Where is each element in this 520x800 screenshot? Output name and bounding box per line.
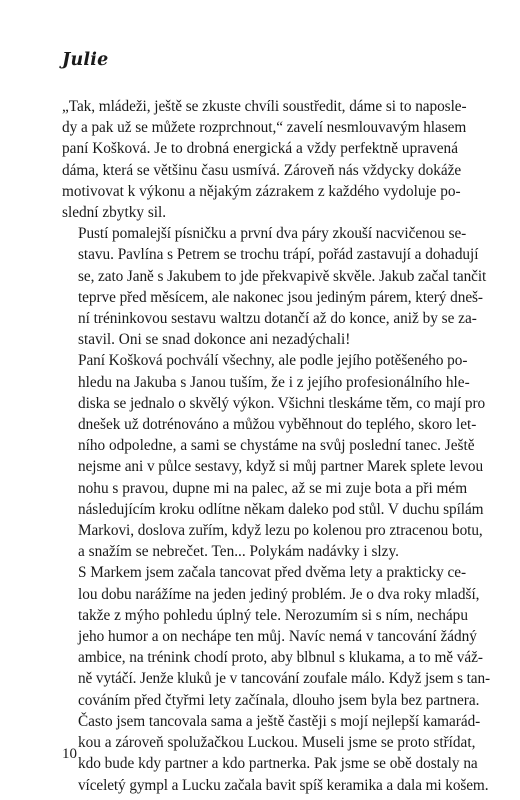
page-number: 10 — [62, 746, 77, 762]
text-line: slední zbytky sil. — [62, 204, 167, 222]
text-line: kou a zároveň spolužačkou Luckou. Museli jsme se proto střídat, — [78, 734, 476, 752]
text-line: nohu s pravou, dupne mi na palec, až se mi zuje bota a při mém — [78, 479, 468, 497]
text-line: Často jsem tancovala sama a ještě častěji s mojí nejlepší kamarád- — [78, 712, 481, 730]
text-line: S Markem jsem začala tancovat před dvěma lety a prakticky ce- — [78, 564, 466, 582]
text-line: cováním před čtyřmi lety začínala, dlouho jsem byla bez partnera. — [78, 691, 480, 709]
text-line: diska se jednalo o skvělý výkon. Všichni tleskáme těm, co mají pro — [78, 394, 486, 412]
chapter-heading: Julie — [62, 50, 109, 70]
text-line: stavil. Oni se snad dokonce ani nezadýchali! — [78, 331, 351, 349]
text-line: jeho humor a on nechápe ten můj. Navíc nemá v tancování žádný — [78, 628, 477, 646]
paragraph — [62, 562, 490, 795]
text-line: hledu na Jakuba s Janou tuším, že i z jejího profesionálního hle- — [78, 373, 470, 391]
text-line: dy a pak už se můžete rozprchnout,“ zavelí nesmlouvavým hlasem — [62, 119, 467, 137]
text-line: dáma, která se většinu času usmívá. Zároveň nás vždycky dokáže — [62, 161, 462, 179]
text-line: „Tak, mládeži, ještě se zkuste chvíli soustředit, dáme si to naposle- — [62, 98, 467, 115]
text-line: motivovat k výkonu a nějakým zázrakem z každého vydoluje po- — [62, 182, 461, 200]
text-line: ní tréninkovou sestavu waltzu dotančí až do konce, aniž by se za- — [78, 310, 477, 328]
text-line: následujícím kroku odlítne někam daleko pod stůl. V duchu spílám — [78, 500, 484, 518]
text-line: dnešek už dotrénováno a můžou vyběhnout do teplého, skoro let- — [78, 416, 477, 434]
text-line: teprve před měsícem, ale nakonec jsou jediným párem, který dneš- — [78, 288, 483, 306]
text-line: a snažím se nebrečet. Ten... Polykám nadávky i slzy. — [78, 543, 399, 561]
text-line: Markovi, doslova zuřím, když lezu po kolenou pro ztracenou botu, — [78, 522, 483, 540]
text-line: kdo bude kdy partner a kdo partnerka. Pak jsme se obě dostaly na — [78, 755, 478, 773]
paragraph — [62, 96, 467, 223]
text-line: víceletý gympl a Lucku začala bavit spíš keramika a dala mi košem. — [78, 776, 489, 794]
body-text — [62, 96, 490, 796]
text-line: nejsme ani v půlce sestavy, když si můj partner Marek splete levou — [78, 458, 484, 476]
text-line: Paní Košková pochválí všechny, ale podle jejího potěšeného po- — [78, 352, 468, 370]
paragraph — [62, 350, 486, 562]
text-line: Pustí pomalejší písničku a první dva páry zkouší nacvičenou se- — [78, 225, 467, 243]
text-line: ního odpoledne, a sami se chystáme na svůj poslední tanec. Ještě — [78, 437, 475, 455]
text-line: lou dobu narážíme na jeden jediný problém. Je o dva roky mladší, — [78, 585, 480, 603]
text-line: paní Košková. Je to drobná energická a vždy perfektně upravená — [62, 140, 458, 158]
text-line: ně vytáčí. Jenže kluků je v tancování zoufale málo. Když jsem s tan- — [78, 670, 490, 688]
paragraph — [62, 223, 487, 350]
text-line: se, zato Janě s Jakubem to jde překvapivě skvěle. Jakub začal tančit — [78, 267, 487, 285]
text-line: takže z mýho pohledu úplný tele. Nerozumím si s ním, nechápu — [78, 606, 468, 624]
text-line: stavu. Pavlína s Petrem se trochu trápí, pořád zastavují a dohadují — [78, 246, 479, 264]
text-line: ambice, na trénink chodí proto, aby blbnul s klukama, a to mě váž- — [78, 649, 483, 667]
